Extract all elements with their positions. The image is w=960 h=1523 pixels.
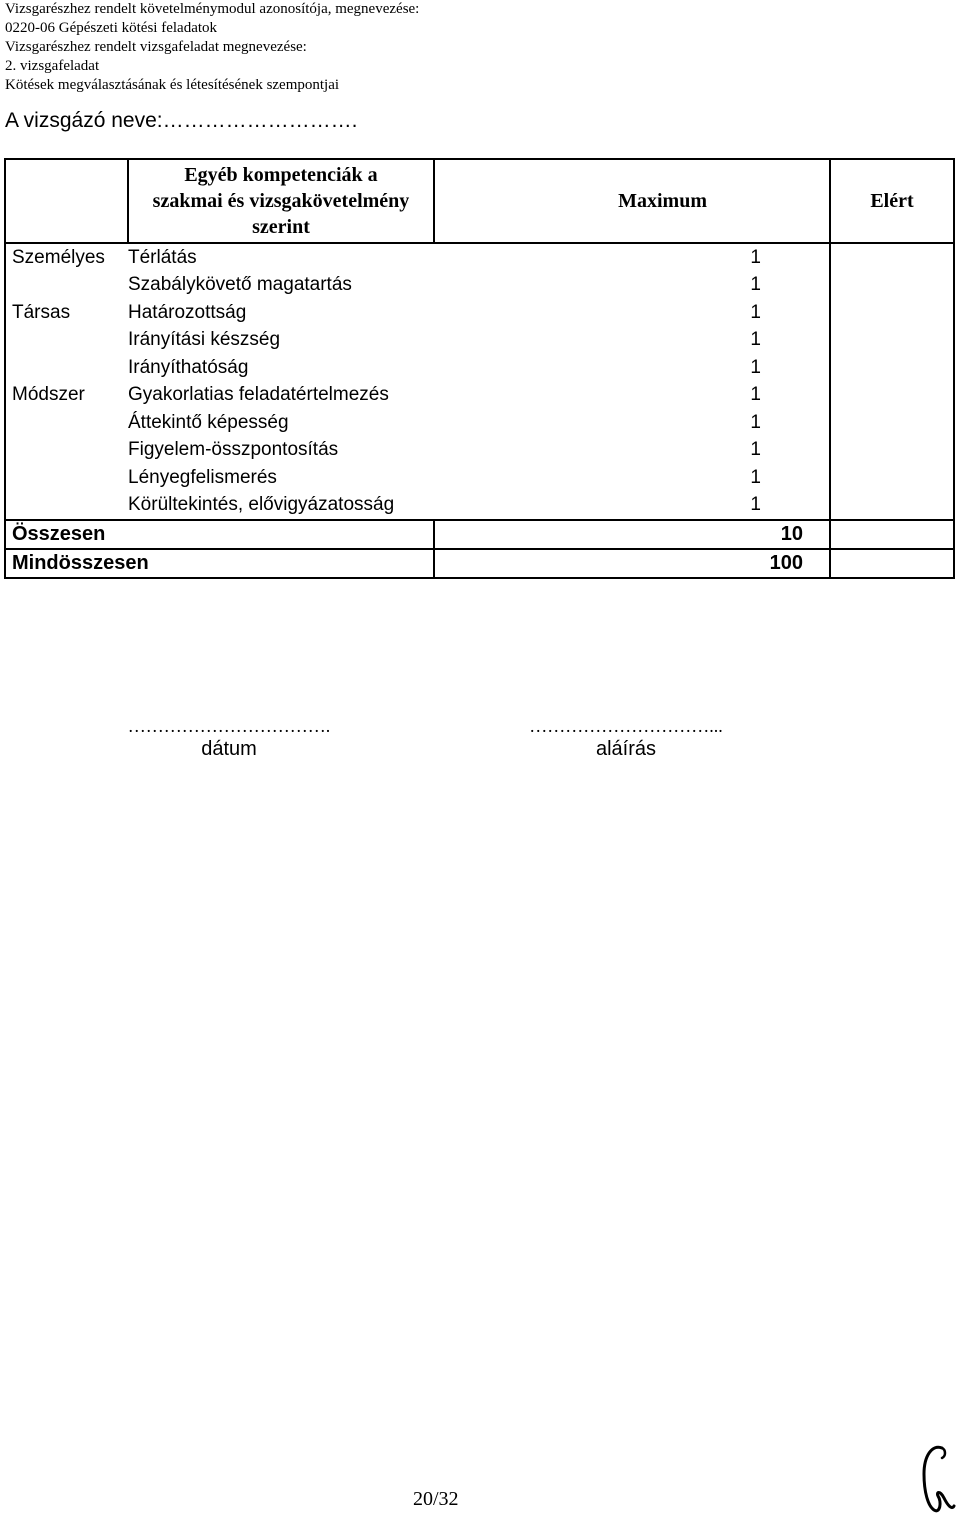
competency-cell: Körültekintés, elővigyázatosság xyxy=(128,494,395,516)
competency-cell: Gyakorlatias feladatértelmezés xyxy=(128,384,389,406)
achieved-cell[interactable] xyxy=(830,327,954,355)
examinee-name-field: A vizsgázó neve:………………………. xyxy=(5,109,358,132)
maximum-cell: 1 xyxy=(750,384,761,406)
table-row xyxy=(5,382,954,410)
maximum-cell: 1 xyxy=(750,301,761,323)
document-header xyxy=(5,0,419,95)
header-line-task-label: Vizsgarészhez rendelt vizsgafeladat megnevezése: xyxy=(5,39,307,55)
competency-cell: Irányítási készség xyxy=(128,329,281,351)
achieved-cell[interactable] xyxy=(830,272,954,300)
achieved-cell[interactable] xyxy=(830,299,954,327)
competency-cell: Lényegfelismerés xyxy=(128,466,277,488)
header-line-module-name: 0220-06 Gépészeti kötési feladatok xyxy=(5,20,218,36)
table-header-row xyxy=(5,159,954,243)
competency-rows xyxy=(5,243,954,520)
header-competency-line3: szerint xyxy=(252,216,310,238)
subtotal-value: 10 xyxy=(434,520,830,549)
competency-cell: Áttekintő képesség xyxy=(128,411,289,433)
competency-cell: Szabálykövető magatartás xyxy=(128,274,352,296)
table-row xyxy=(5,354,954,382)
maximum-cell: 1 xyxy=(750,439,761,461)
achieved-cell[interactable] xyxy=(830,243,954,272)
handwritten-initial-icon xyxy=(912,1440,958,1523)
grand-total-value: 100 xyxy=(434,549,830,578)
maximum-cell: 1 xyxy=(750,356,761,378)
table-row xyxy=(5,327,954,355)
category-cell xyxy=(5,327,128,355)
achieved-cell[interactable] xyxy=(830,464,954,492)
date-label: dátum xyxy=(201,738,257,760)
competency-cell: Határozottság xyxy=(128,301,247,323)
signature-dots: …………………………... xyxy=(529,716,723,736)
header-line-task-number: 2. vizsgafeladat xyxy=(5,58,100,74)
category-cell xyxy=(5,437,128,465)
signature-field xyxy=(494,716,758,762)
subtotal-label: Összesen xyxy=(5,520,434,549)
header-line-module-label: Vizsgarészhez rendelt követelménymodul azonosítója, megnevezése: xyxy=(5,1,420,17)
header-competency-line2: szakmai és vizsgakövetelmény xyxy=(152,190,410,212)
maximum-cell: 1 xyxy=(750,494,761,516)
header-maximum-spacer xyxy=(707,159,830,243)
category-cell: Személyes xyxy=(5,243,128,272)
page-number: 20/32 xyxy=(413,1488,459,1510)
category-cell xyxy=(5,354,128,382)
category-cell xyxy=(5,409,128,437)
table-row xyxy=(5,272,954,300)
header-maximum-cell: Maximum xyxy=(434,159,707,243)
date-dots: ……………………………. xyxy=(127,716,331,736)
maximum-cell: 1 xyxy=(750,411,761,433)
subtotal-achieved-cell[interactable] xyxy=(830,520,954,549)
grand-total-label: Mindösszesen xyxy=(5,549,434,578)
table-row xyxy=(5,243,954,272)
date-signature-field xyxy=(98,716,360,762)
table-row xyxy=(5,464,954,492)
category-cell: Társas xyxy=(5,299,128,327)
achieved-cell[interactable] xyxy=(830,492,954,521)
header-achieved-cell: Elért xyxy=(830,159,954,243)
competency-cell: Irányíthatóság xyxy=(128,356,249,378)
header-blank-cell xyxy=(5,159,128,243)
competency-score-table xyxy=(4,158,955,579)
achieved-cell[interactable] xyxy=(830,409,954,437)
competency-cell: Térlátás xyxy=(128,243,434,272)
table-row xyxy=(5,437,954,465)
signature-label: aláírás xyxy=(595,738,657,760)
maximum-cell: 1 xyxy=(750,274,761,296)
category-cell: Módszer xyxy=(5,382,128,410)
header-competency-cell xyxy=(128,159,434,243)
table-row xyxy=(5,409,954,437)
competency-cell: Figyelem-összpontosítás xyxy=(128,439,339,461)
achieved-cell[interactable] xyxy=(830,382,954,410)
category-cell xyxy=(5,272,128,300)
grand-total-achieved-cell[interactable] xyxy=(830,549,954,578)
category-cell xyxy=(5,464,128,492)
grand-total-row xyxy=(5,549,954,578)
subtotal-row xyxy=(5,520,954,549)
achieved-cell[interactable] xyxy=(830,354,954,382)
achieved-cell[interactable] xyxy=(830,437,954,465)
maximum-cell: 1 xyxy=(434,243,830,272)
header-competency-line1: Egyéb kompetenciák a xyxy=(184,164,378,186)
header-line-task-title: Kötések megválasztásának és létesítésének szempontjai xyxy=(5,77,340,93)
maximum-cell: 1 xyxy=(750,466,761,488)
table-row xyxy=(5,299,954,327)
table-row xyxy=(5,492,954,521)
maximum-cell: 1 xyxy=(750,329,761,351)
category-cell xyxy=(5,492,128,521)
